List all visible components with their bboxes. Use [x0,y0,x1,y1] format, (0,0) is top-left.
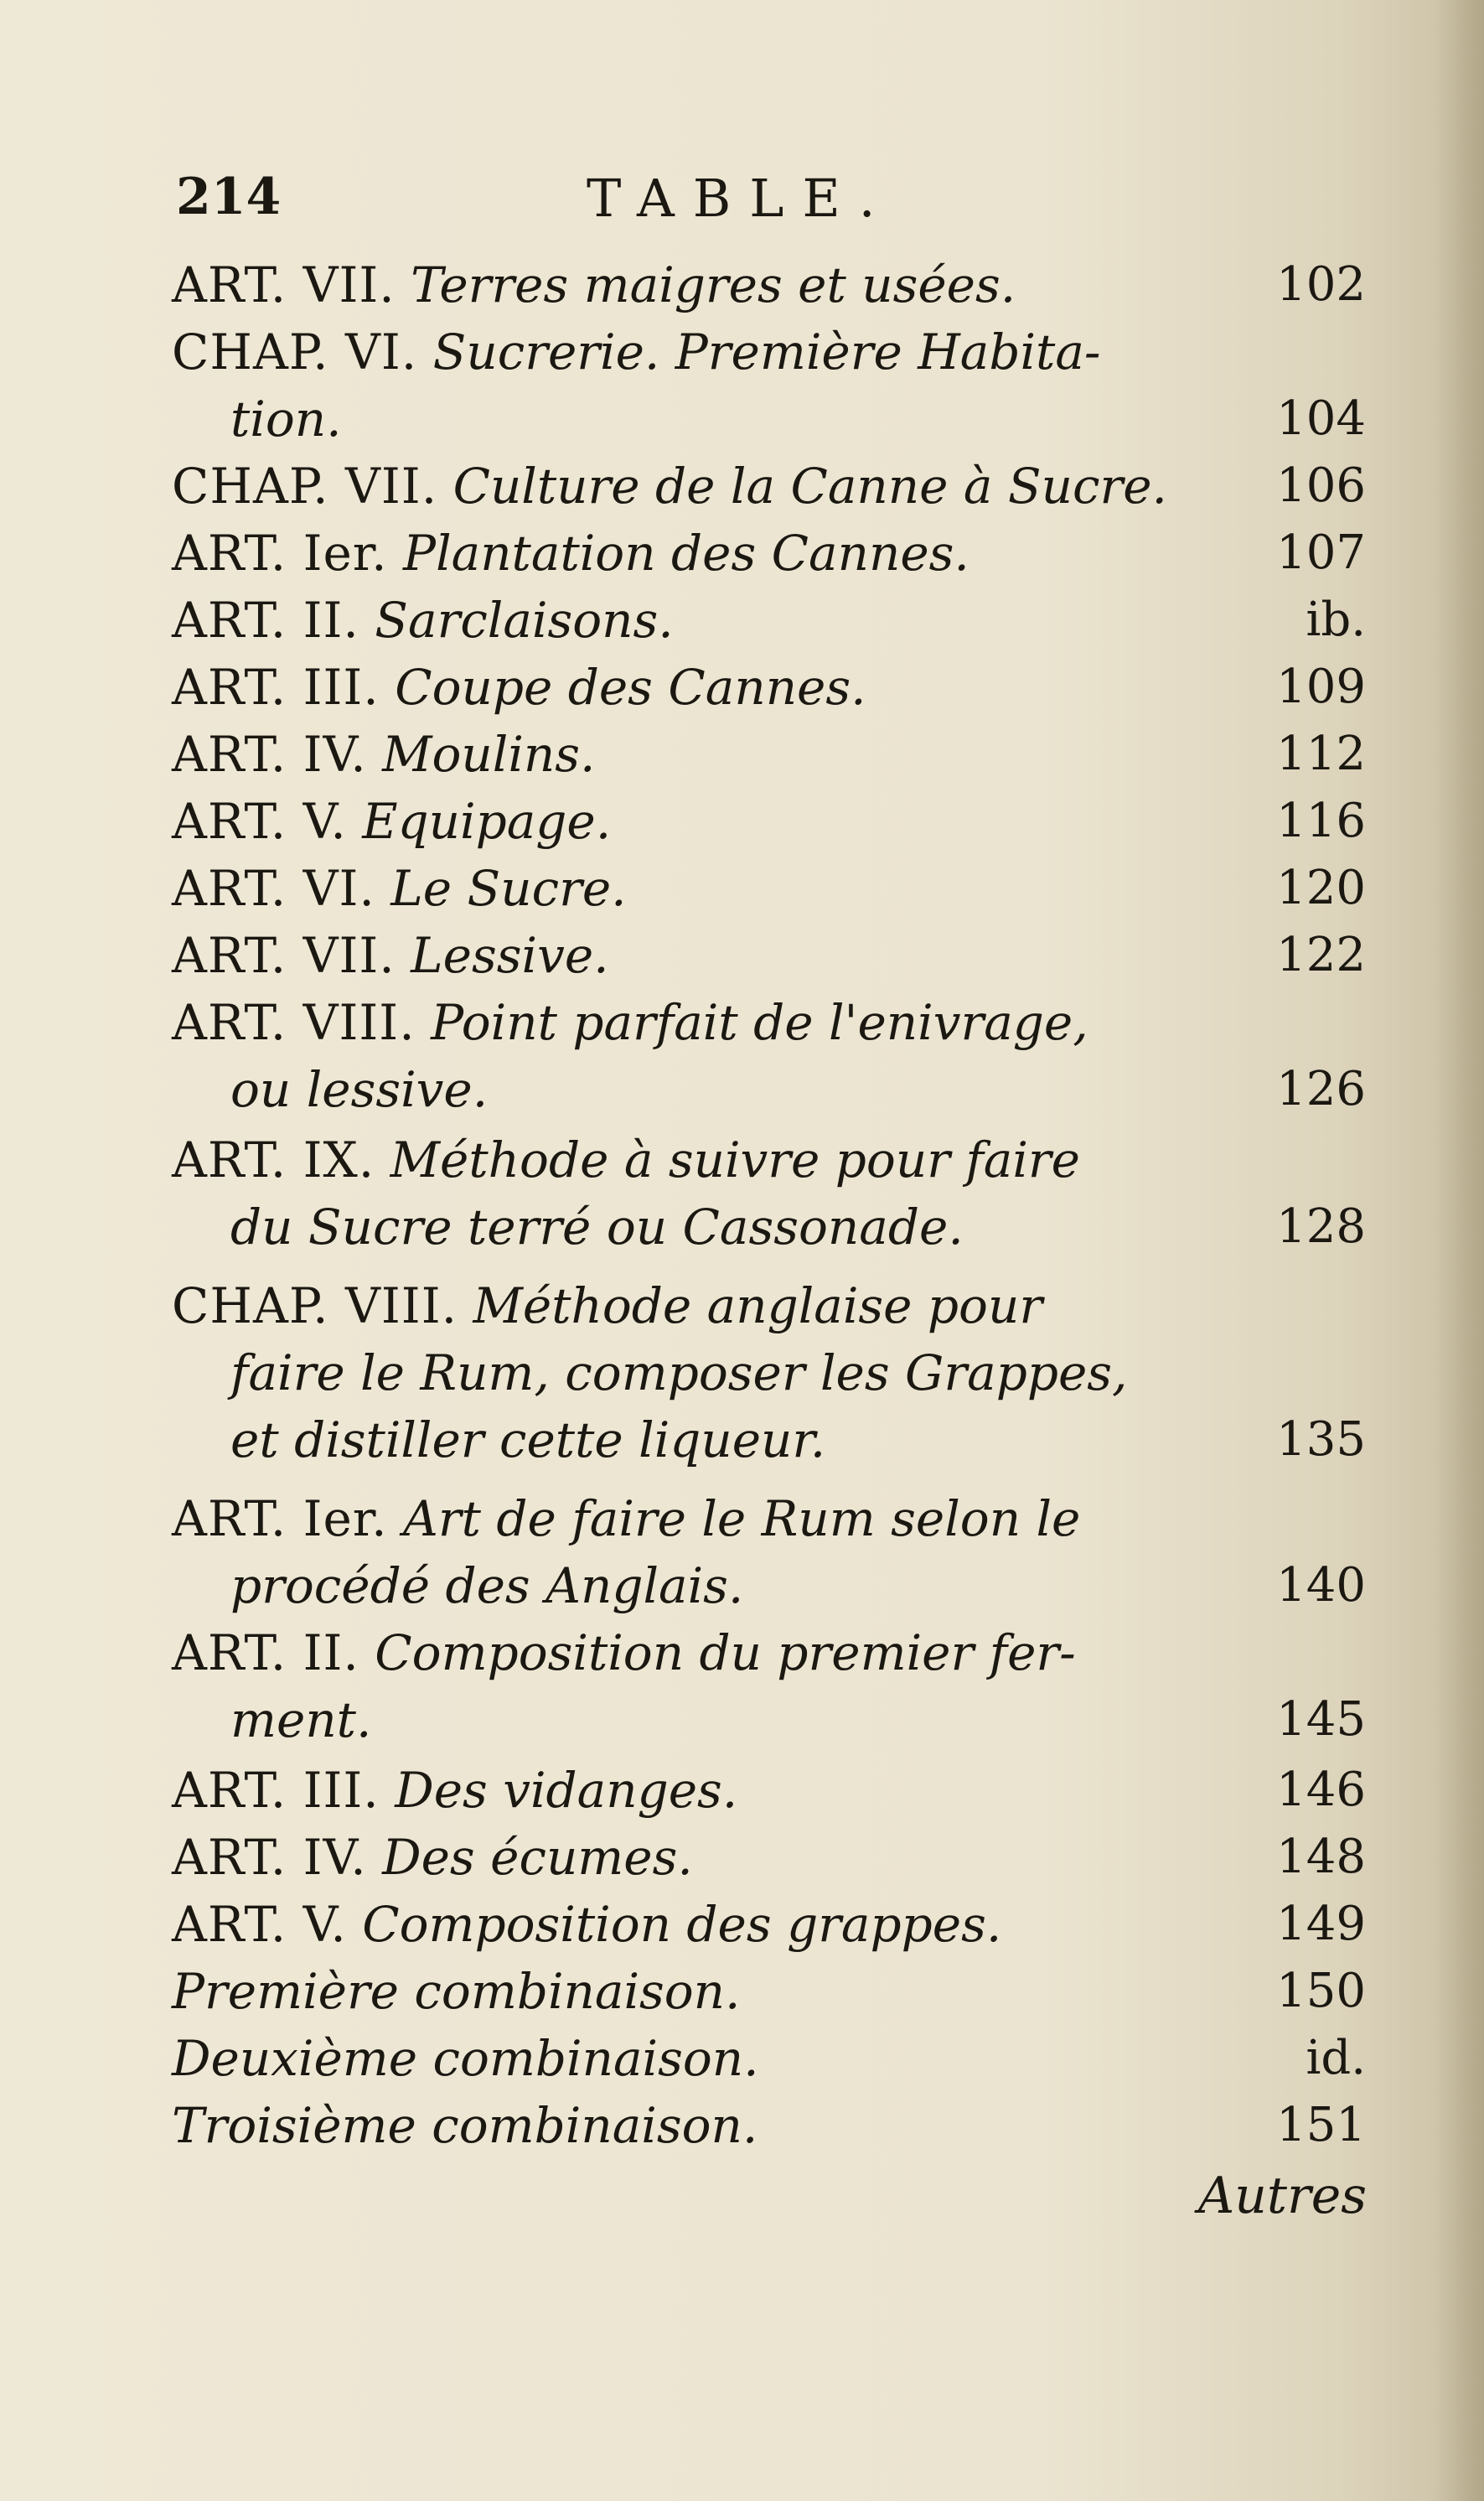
entry-label: ART. VI. [172,860,375,917]
entry-page: id. [1306,2031,1366,2085]
entry-label: ART. Ier. [172,1490,388,1547]
entry-label: ART. III. [172,659,380,716]
toc-entry [172,1958,1366,2025]
entry-page: 146 [1276,1763,1366,1817]
entry-title: Point parfait de l'enivrage, [431,994,1088,1051]
toc-entry [172,1891,1366,1958]
entry-label: CHAP. VIII. [172,1277,458,1334]
entry-page: 122 [1276,928,1366,982]
toc-entry [172,922,1366,989]
toc-entry [172,1485,1366,1619]
entry-page: 106 [1276,458,1366,513]
page-edge-shadow [1434,0,1484,2501]
entry-title: Culture de la Canne à Sucre. [452,458,1167,515]
entry-continuation: procédé des Anglais. [230,1557,744,1614]
table-of-contents [172,251,1366,2159]
entry-page: 120 [1276,861,1366,915]
entry-title: Première combinaison. [172,1963,741,2020]
entry-label: CHAP. VII. [172,458,438,515]
entry-title: Méthode à suivre pour faire [390,1131,1080,1188]
entry-title: Sucrerie. Première Habita- [432,324,1101,381]
entry-label: ART. VII. [172,256,396,313]
entry-label: ART. II. [172,592,359,649]
entry-title: Méthode anglaise pour [473,1277,1043,1334]
toc-entry [172,453,1366,520]
entry-title: Composition des grappes. [362,1896,1002,1953]
toc-entry [172,2025,1366,2092]
entry-continuation: et distiller cette liqueur. [230,1411,826,1468]
entry-title: Lessive. [411,927,609,984]
toc-entry [172,989,1366,1123]
toc-entry [172,1824,1366,1891]
entry-title: Plantation des Cannes. [403,525,970,582]
entry-label: ART. IX. [172,1131,375,1188]
entry-title: Le Sucre. [390,860,627,917]
toc-entry [172,318,1366,453]
page-header [176,168,1332,235]
entry-page: 116 [1276,794,1366,848]
entry-title: Coupe des Cannes. [395,659,866,716]
entry-label: ART. V. [172,793,347,850]
entry-label: ART. Ier. [172,525,388,582]
toc-entry [172,1272,1366,1473]
entry-page: 151 [1276,2098,1366,2152]
toc-entry [172,1619,1366,1753]
entry-title: Deuxième combinaison. [172,2030,759,2087]
toc-entry [172,2092,1366,2159]
entry-title: Des écumes. [382,1829,693,1886]
entry-title: Moulins. [382,726,596,783]
entry-label: ART. V. [172,1896,347,1953]
catchword: Autres [1197,2167,1367,2225]
entry-continuation: faire le Rum, composer les Grappes, [230,1344,1128,1401]
entry-title: Des vidanges. [395,1762,738,1819]
entry-page: 112 [1276,727,1366,781]
toc-entry [172,721,1366,788]
entry-page: 102 [1276,257,1366,312]
running-title: TABLE. [587,168,894,229]
entry-page: 150 [1276,1964,1366,2018]
entry-page: 126 [1276,1062,1366,1116]
entry-continuation: du Sucre terré ou Cassonade. [230,1199,964,1256]
entry-page: 109 [1276,660,1366,714]
entry-label: ART. IV. [172,1829,367,1886]
entry-page: ib. [1306,593,1366,647]
toc-entry [172,520,1366,587]
entry-page: 149 [1276,1897,1366,1951]
entry-page: 104 [1276,391,1366,446]
entry-title: Troisième combinaison. [172,2097,758,2154]
entry-page: 128 [1276,1199,1366,1254]
entry-label: ART. IV. [172,726,367,783]
page-number: 214 [176,168,282,226]
entry-label: ART. VII. [172,927,396,984]
entry-title: Composition du premier fer- [375,1624,1076,1681]
entry-continuation: ou lessive. [230,1061,489,1118]
entry-page: 135 [1276,1412,1366,1467]
entry-label: CHAP. VI. [172,324,418,381]
toc-entry [172,1126,1366,1261]
toc-entry [172,587,1366,654]
toc-entry [172,654,1366,721]
entry-label: ART. VIII. [172,994,416,1051]
entry-title: Terres maigres et usées. [411,256,1016,313]
toc-entry [172,788,1366,855]
entry-label: ART. III. [172,1762,380,1819]
entry-page: 145 [1276,1692,1366,1747]
entry-title: Sarclaisons. [375,592,674,649]
toc-entry [172,855,1366,922]
entry-title: Equipage. [362,793,612,850]
toc-entry [172,1757,1366,1824]
entry-page: 148 [1276,1830,1366,1884]
entry-page: 107 [1276,526,1366,580]
toc-entry [172,251,1366,318]
entry-continuation: ment. [230,1691,372,1748]
entry-label: ART. II. [172,1624,359,1681]
entry-continuation: tion. [230,391,342,448]
entry-title: Art de faire le Rum selon le [403,1490,1081,1547]
entry-page: 140 [1276,1558,1366,1613]
